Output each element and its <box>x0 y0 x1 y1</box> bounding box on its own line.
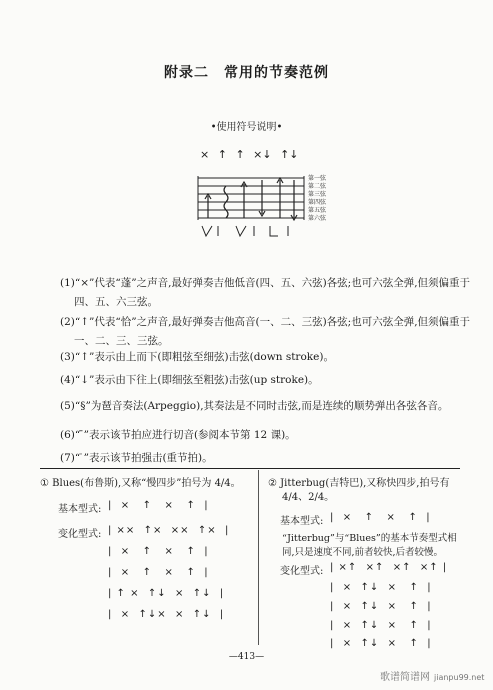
legend-symbol: ×↓ <box>253 148 272 161</box>
jitterbug-description: “Jitterbug”与“Blues”的基本节奏型式相 同,只是速度不同,前者较快,后者较慢。 <box>282 533 457 558</box>
note-3: (3)“↑”表示由上而下(即粗弦至细弦)击弦(down stroke)。 <box>60 351 334 363</box>
blues-variant-row: | × ↑ × ↑ | <box>108 546 209 557</box>
page-number: —413— <box>228 652 265 662</box>
note-6: (6)“ ̄”表示该节拍应进行切音(参阅本节第 12 课)。 <box>60 429 296 441</box>
string-label: 第六弦 <box>308 215 327 222</box>
jitterbug-variant-row: | × ↑↓ × ↑ | <box>330 638 432 649</box>
stroke-arrows <box>205 178 297 220</box>
string-label: 第五弦 <box>308 207 327 214</box>
blues-variant-label: 变化型式: <box>58 529 102 540</box>
jitterbug-variant-row: | × ↑↓ × ↑ | <box>330 601 432 612</box>
jitterbug-variant-row: | × ↑↓ × ↑ | <box>330 620 432 631</box>
watermark: 歌谱简谱网 jianpu99.net <box>380 672 485 683</box>
section-divider <box>40 468 460 469</box>
note-2: (2)“↑”代表“恰”之声音,最好弹奏吉他高音(一、二、三弦)各弦;也可六弦全弹,但须偏重于 一、二、三、三弦。 <box>60 316 471 347</box>
symbol-legend-title: •使用符号说明• <box>210 122 283 133</box>
string-lines <box>198 176 304 220</box>
string-label: 第四弦 <box>308 199 327 206</box>
page-title: 附录二 常用的节奏范例 <box>164 65 329 81</box>
symbol-legend-row <box>200 148 304 161</box>
jitterbug-variant-label: 变化型式: <box>280 566 324 577</box>
legend-symbol: ↑ <box>235 148 245 161</box>
blues-variant-row: | × ↑↓× × ↑↓ | <box>108 609 225 620</box>
blues-variant-row: | ×× ↑× ×× ↑× | <box>108 525 230 536</box>
jitterbug-basic-pattern: | × ↑ × ↑ | <box>330 512 431 523</box>
blues-heading: ① Blues(布鲁斯),又称“慢四步”拍号为 4/4。 <box>40 478 241 489</box>
jitterbug-basic-label: 基本型式: <box>280 516 324 527</box>
blues-variant-row: | ↑ × ↑↓ × ↑↓ | <box>108 588 225 599</box>
column-divider <box>258 470 259 645</box>
string-label: 第三弦 <box>308 191 327 198</box>
note-4: (4)“↓”表示由下往上(即细弦至粗弦)击弦(up stroke)。 <box>60 374 319 386</box>
blues-basic-pattern: | × ↑ × ↑ | <box>108 500 209 511</box>
jitterbug-variant-row: | × ↑↓ × ↑ | <box>330 582 432 593</box>
string-label: 第一弦 <box>308 175 327 182</box>
string-diagram <box>196 170 356 242</box>
blues-variant-row: | × ↑ × ↑ | <box>108 567 209 578</box>
string-label: 第二弦 <box>308 183 327 190</box>
legend-symbol: ↑↓ <box>280 148 299 161</box>
jitterbug-heading: ② Jitterbug(吉特巴),又称快四步,拍号有 4/4、2/4。 <box>268 478 450 503</box>
legend-symbol: × <box>200 148 210 161</box>
note-1: (1)“×”代表“蓬”之声音,最好弹奏吉他低音(四、五、六弦)各弦;也可六弦全弹,但须偏重于 四、五、六三弦。 <box>60 277 471 308</box>
jitterbug-variant-row: | ×↑ ×↑ ×↑ ×↑ | <box>330 562 448 573</box>
legend-symbol: ↑ <box>217 148 227 161</box>
note-7: (7)“ ̇”表示该节拍强击(重节拍)。 <box>60 452 213 464</box>
blues-basic-label: 基本型式: <box>58 504 102 515</box>
note-5: (5)“§”为琶音奏法(Arpeggio),其奏法是不同时击弦,而是连续的顺势弹出各弦各音。 <box>60 400 449 412</box>
beat-marks <box>202 226 288 236</box>
